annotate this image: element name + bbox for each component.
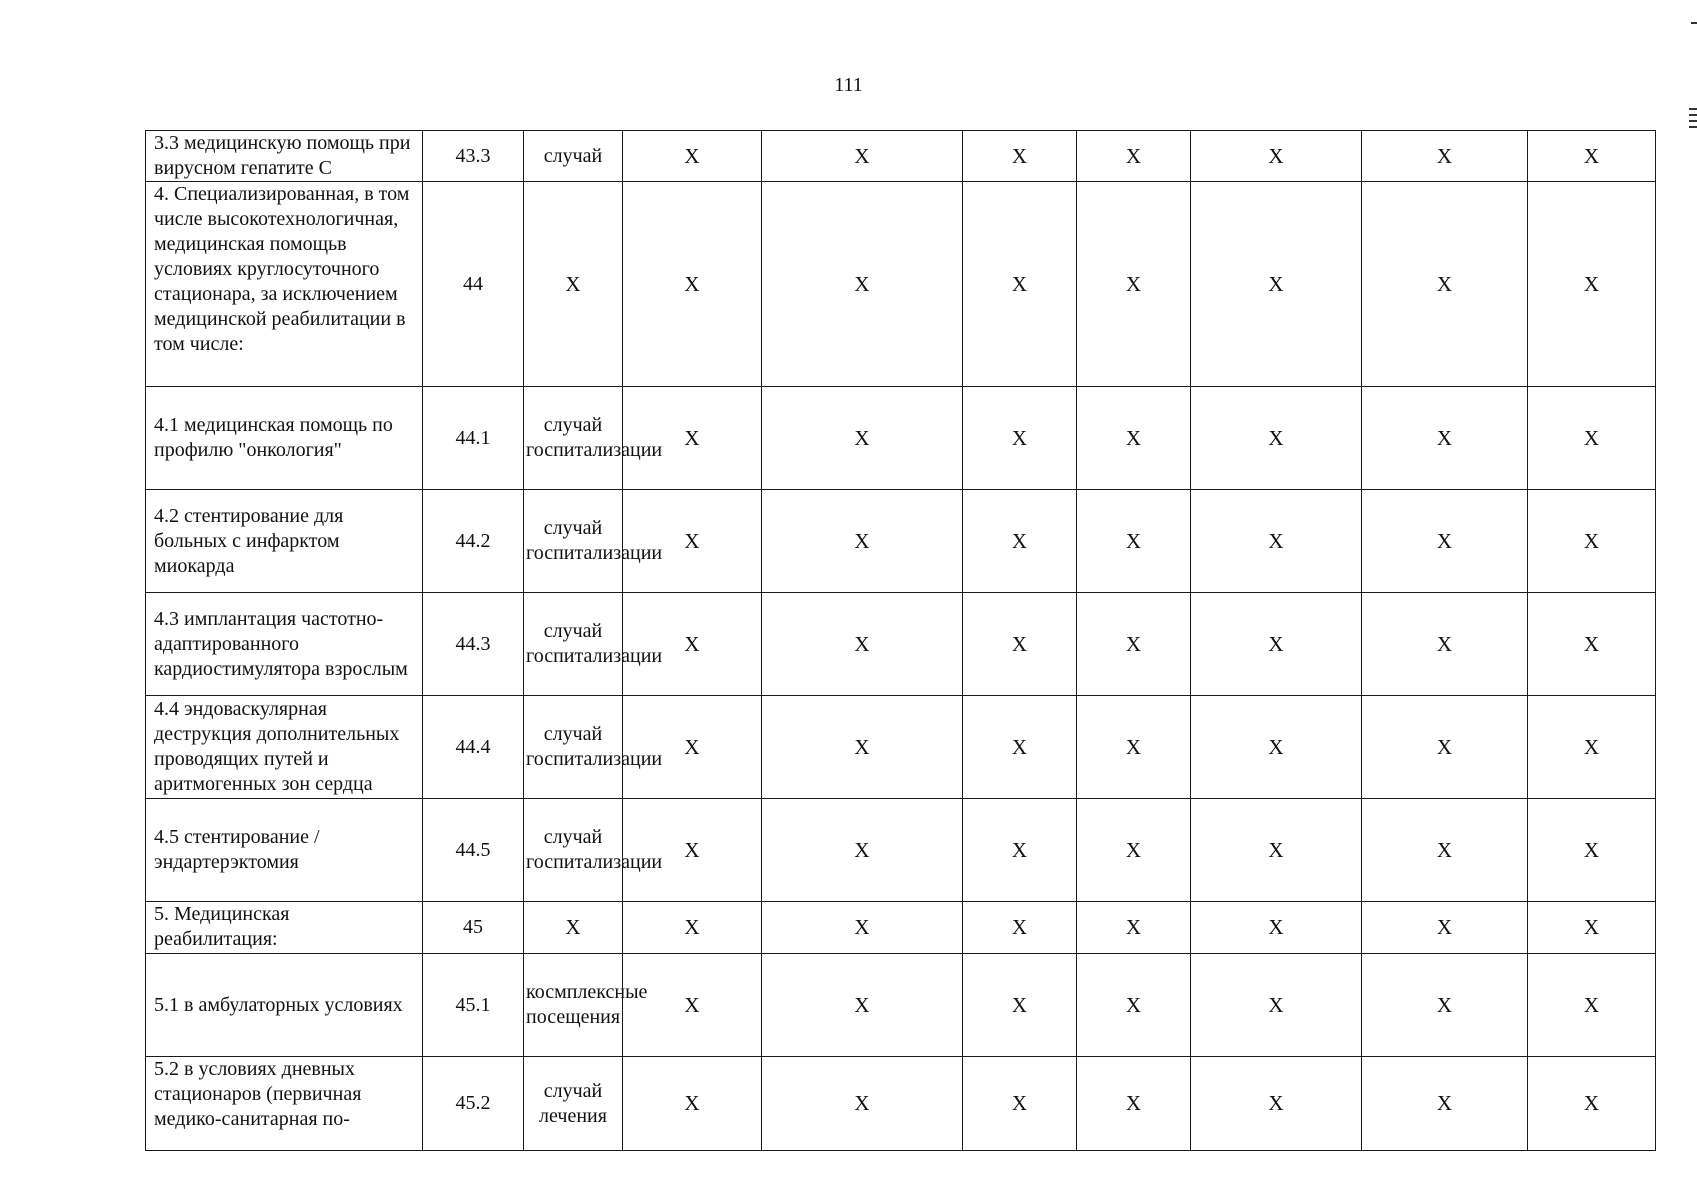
row-cell: X: [963, 387, 1077, 490]
row-cell: X: [1528, 131, 1656, 182]
row-name: 4.1 медицинская помощь по профилю "онкология": [146, 387, 423, 490]
row-cell: X: [1362, 387, 1528, 490]
row-cell: X: [1191, 902, 1362, 954]
row-name: 5. Медицинская реабилитация:: [146, 902, 423, 954]
row-unit: случай госпитализации: [524, 387, 623, 490]
row-code: 44.4: [423, 696, 524, 799]
row-cell: X: [762, 490, 963, 593]
row-cell: X: [963, 696, 1077, 799]
row-cell: X: [1362, 902, 1528, 954]
scan-mark: [1691, 22, 1697, 24]
row-cell: X: [623, 131, 762, 182]
row-cell: X: [1528, 696, 1656, 799]
row-cell: X: [1191, 490, 1362, 593]
row-cell: X: [1191, 593, 1362, 696]
row-cell: X: [1191, 799, 1362, 902]
table-row: [146, 954, 1656, 1057]
row-unit: случай госпитализации: [524, 490, 623, 593]
row-name: 4. Специализированная, в том числе высокотехнологичная, медицинская помощьв условиях круглосуточного стационара, за исключением медицинской реабилитации в том числе:: [146, 182, 423, 387]
row-cell: X: [1077, 1057, 1191, 1151]
row-cell: X: [623, 1057, 762, 1151]
row-cell: X: [1077, 696, 1191, 799]
row-cell: X: [1362, 799, 1528, 902]
row-cell: X: [1191, 696, 1362, 799]
row-cell: X: [1077, 131, 1191, 182]
row-cell: X: [1362, 131, 1528, 182]
scan-mark: [1689, 126, 1697, 128]
row-cell: X: [1077, 954, 1191, 1057]
row-cell: X: [963, 182, 1077, 387]
row-code: 43.3: [423, 131, 524, 182]
row-cell: X: [1528, 593, 1656, 696]
row-name: 5.2 в условиях дневных стационаров (первичная медико-санитарная по-: [146, 1057, 423, 1151]
row-code: 44.5: [423, 799, 524, 902]
row-cell: X: [1191, 182, 1362, 387]
row-cell: X: [1362, 490, 1528, 593]
row-cell: X: [1191, 131, 1362, 182]
row-code: 45.1: [423, 954, 524, 1057]
row-name: 4.2 стентирование для больных с инфарктом миокарда: [146, 490, 423, 593]
row-cell: X: [1077, 593, 1191, 696]
table-row: [146, 696, 1656, 799]
row-cell: X: [623, 902, 762, 954]
table-row: [146, 593, 1656, 696]
row-code: 44.1: [423, 387, 524, 490]
row-cell: X: [1362, 182, 1528, 387]
row-code: 45.2: [423, 1057, 524, 1151]
row-cell: X: [1528, 954, 1656, 1057]
row-unit: космплексные посещения: [524, 954, 623, 1057]
row-unit: случай лечения: [524, 1057, 623, 1151]
row-unit: случай госпитализации: [524, 696, 623, 799]
row-cell: X: [762, 593, 963, 696]
row-unit: X: [524, 902, 623, 954]
row-cell: X: [963, 1057, 1077, 1151]
row-cell: X: [623, 490, 762, 593]
row-cell: X: [762, 182, 963, 387]
row-cell: X: [1077, 902, 1191, 954]
row-cell: X: [1362, 696, 1528, 799]
row-cell: X: [623, 593, 762, 696]
row-cell: X: [762, 1057, 963, 1151]
scan-mark: [1689, 114, 1697, 116]
row-cell: X: [963, 902, 1077, 954]
row-cell: X: [1077, 799, 1191, 902]
row-cell: X: [1191, 1057, 1362, 1151]
row-code: 45: [423, 902, 524, 954]
row-unit: X: [524, 182, 623, 387]
row-name: 4.3 имплантация частотно-адаптированного кардиостимулятора взрослым: [146, 593, 423, 696]
row-cell: X: [1191, 387, 1362, 490]
row-unit: случай госпитализации: [524, 593, 623, 696]
table-row: [146, 799, 1656, 902]
row-cell: X: [1528, 387, 1656, 490]
row-cell: X: [1191, 954, 1362, 1057]
row-cell: X: [623, 954, 762, 1057]
row-unit: случай: [524, 131, 623, 182]
row-cell: X: [1077, 182, 1191, 387]
row-cell: X: [623, 799, 762, 902]
row-name: 4.4 эндоваскулярная деструкция дополнительных проводящих путей и аритмогенных зон сердца: [146, 696, 423, 799]
row-cell: X: [1077, 490, 1191, 593]
row-cell: X: [1528, 799, 1656, 902]
row-cell: X: [762, 954, 963, 1057]
row-code: 44.3: [423, 593, 524, 696]
page-number: 111: [834, 74, 863, 96]
row-cell: X: [1528, 1057, 1656, 1151]
row-cell: X: [963, 131, 1077, 182]
row-code: 44.2: [423, 490, 524, 593]
scan-mark: [1689, 120, 1697, 122]
row-cell: X: [623, 696, 762, 799]
row-unit: случай госпитализации: [524, 799, 623, 902]
scan-mark: [1689, 108, 1697, 110]
row-cell: X: [1362, 593, 1528, 696]
row-cell: X: [1528, 902, 1656, 954]
row-name: 5.1 в амбулаторных условиях: [146, 954, 423, 1057]
row-cell: X: [1362, 954, 1528, 1057]
row-cell: X: [963, 490, 1077, 593]
row-cell: X: [623, 387, 762, 490]
row-cell: X: [1528, 490, 1656, 593]
table-row: [146, 387, 1656, 490]
row-cell: X: [1528, 182, 1656, 387]
row-cell: X: [762, 799, 963, 902]
row-name: 3.3 медицинскую помощь при вирусном гепатите С: [146, 131, 423, 182]
row-name: 4.5 стентирование / эндартерэктомия: [146, 799, 423, 902]
row-cell: X: [762, 387, 963, 490]
row-cell: X: [762, 902, 963, 954]
table-row: [146, 1057, 1656, 1151]
row-cell: X: [1077, 387, 1191, 490]
row-cell: X: [963, 799, 1077, 902]
row-cell: X: [1362, 1057, 1528, 1151]
row-cell: X: [963, 954, 1077, 1057]
table-row: [146, 902, 1656, 954]
row-cell: X: [762, 696, 963, 799]
row-cell: X: [762, 131, 963, 182]
row-code: 44: [423, 182, 524, 387]
data-table: [145, 130, 1656, 1151]
table-row: [146, 182, 1656, 387]
table-row: [146, 131, 1656, 182]
row-cell: X: [623, 182, 762, 387]
table-row: [146, 490, 1656, 593]
row-cell: X: [963, 593, 1077, 696]
